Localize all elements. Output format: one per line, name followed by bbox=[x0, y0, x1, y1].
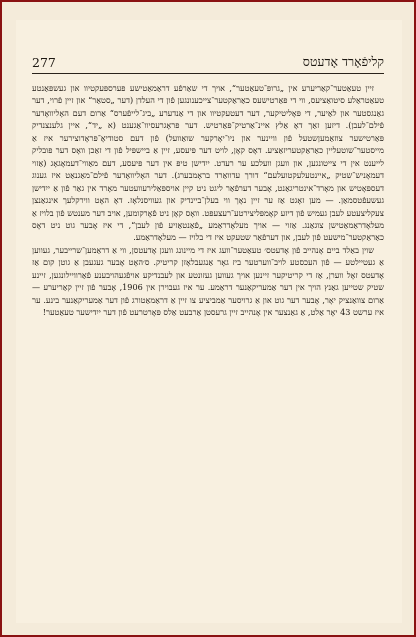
running-header bbox=[32, 54, 384, 70]
header-rule bbox=[32, 73, 384, 74]
paragraph-1: זיין טעאַטער־קאַריערע אין „גרופּ־טעאַטער“, אויך די שאַרפֿע דראַמאַטישע פּערספּעקטיוו און געשפּאַנטע טעאַטראַלע סיטואַציעס, ווי די פּאַרטישעס כאַראַקטער־צייכענונגען פֿון די העלדן (דער „סטאַר“ און זיין פֿרוי, דער גאַנגסטער און לאַיער, די פּאָליטיקער, דער דעטעקטיוו און די אַנדערע „ביג־לייפֿערס“ אַרום דעם האָליוואָדער פֿילם־לעבן). דיזען זאַך דאָ אַלץ איינ־אַרטיק־פּאַרטיש. דער פּראָגרעסיוו־אַגענט (א „יד“, איין גלענצנדיק פּאַרטישער צוזאַמעןשטעל פֿון וויינער און ניו־יאָרקער שואַוועל) פֿון דעם סטודיאָ־פּראָדוצירער איז אַ מייסטער־שוטעליין כאַראַקטעריזאַציע. דאָס קאָן, לויט דער פּיעסע, זיין אַ ביישפּיל פֿון די זאַכן וואָס דער פּובליק לייענט אין די צייטונגען, און וועגן וועלכע ער רעדט. ייִדישן טיפּ אין דער פּיעסע, דעם מאַווי־דעמאָגאָג (אַזוי דעמאָניש־שטיק „איינטעלעקטועלעם“ דורך עדוואַרד בראָמבערג). דער האָליוואָדער פֿילם־מאַגנאַט איז גענוג דעספּאָטיש און מאָרד־אינטריגאַנט, אָבער דערפֿאַר ליגט ניט קיין אויספּאַלירעוועטער מאָרד אין גאַר פֿון אַ ייִדישן געשעפֿטסמאַן. — מען זאָגט אַז ער זיין נאָך ווי בעלן־ביינדיק און געוויסנלאָז. דאָ האָט ווירקלעך אינגאַנצן צעקליצעטע לעבן געמיש פֿון דיזע קאָמפּליצירטע־רעצעפּט. וואָס קאָן ניט פֿאָרקומען, אויב דער מענטש פֿון בלויז אַ מעלאָדראַמאַטישן צוגאַנג. אַזוי — אויך מעלאָדראַמע „פֿאַנטאַזיע פֿון לעבן“, די איז אָבער גוט ניט דאָס כאַראַקטער־מישעט פֿון לעבן, און דערפֿאַר שטעקט איז די בלויז — מעלאָדראַמע. bbox=[32, 83, 384, 243]
running-title: קליפֿאָרד אָדעטס bbox=[302, 54, 384, 69]
paragraph-2: שוין באַלד ביים אָנהייב פֿון אָדעטס׳ טעאַטער־וועג איז די מיינונג וועגן אָדעטסן, ווי אַ דראַמען־שרייבער, געווען אַ געטיילטע — פֿון העכסטע לויב־ווערטער ביז גאָר אַנגעבלאָזן קריטיק. ס׳האָט אָבער געגעבן אַ גוטן קום אַז אָדעטס זאָל ווערן, אַז די קריטיקער זיינען אויך געווען געזונטע און לעבנדיקע אויפֿגעהויבענע פֿאַרוויילונגען, זיינע שטיק שטייען גאַנץ הויך אין דער אַמעריקאַנער דראַמע. ער איז געבוירן אין 1906, אָבער פֿון זיין קאַריערע — אַרום צוואַנציק יאָר, אָבער דער גוט און אַ גרויסער אַמביציע צו זיין אַ דראַמאַטורג פֿון דער אַמעריקאַנער בינע. ער איז ערשט 43 יאָר אַלט, אַ גאַנצער אין אָנהייב זיין גרעסטן אַרבעט אַלס פּאָרטרעט פֿון דער ייִדישער טעאַטער! bbox=[32, 244, 384, 318]
page-number: 277 bbox=[32, 55, 56, 70]
body-text bbox=[32, 82, 384, 319]
